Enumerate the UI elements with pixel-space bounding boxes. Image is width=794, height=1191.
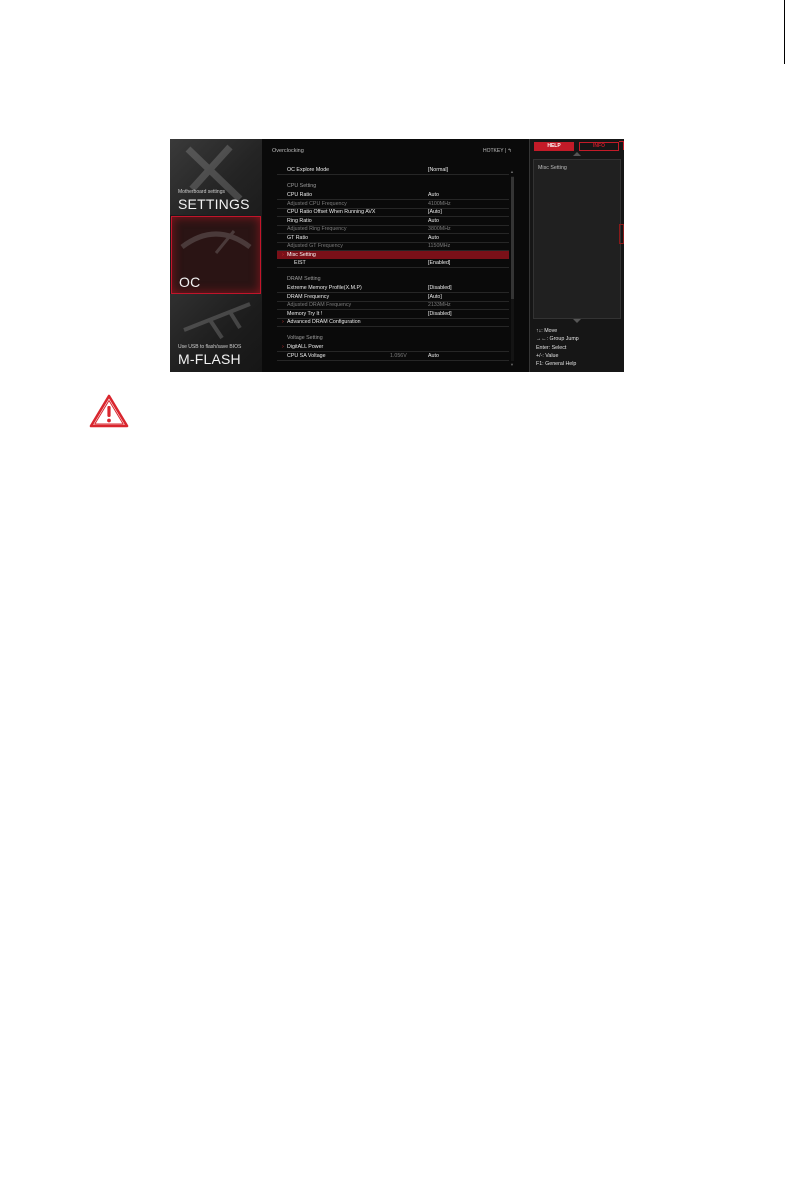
tab-help[interactable]: HELP xyxy=(534,142,574,151)
help-scroll-up-icon[interactable] xyxy=(573,152,581,156)
help-scroll-down-icon[interactable] xyxy=(573,319,581,323)
key-legend-item: Enter: Select xyxy=(536,344,567,351)
row-label: Extreme Memory Profile(X.M.P) xyxy=(287,285,362,291)
nav-settings-subtitle: Motherboard settings xyxy=(178,189,225,195)
help-panel xyxy=(529,139,624,372)
bios-screenshot xyxy=(170,139,624,372)
section-label: CPU Setting xyxy=(287,183,317,189)
nav-mflash[interactable] xyxy=(170,294,262,372)
key-legend-item: →←: Group Jump xyxy=(536,336,579,343)
row-value: 1150MHz xyxy=(428,243,451,249)
help-description: Misc Setting xyxy=(538,165,567,171)
row-current-value: 1.056V xyxy=(390,352,407,359)
row-value: 2133MHz xyxy=(428,302,451,308)
row-label: GT Ratio xyxy=(287,234,309,241)
section-cpu-setting xyxy=(277,182,509,190)
row-value: [Auto] xyxy=(428,209,442,215)
settings-panel xyxy=(262,139,529,372)
nav-oc[interactable] xyxy=(171,216,261,294)
section-label: DRAM Setting xyxy=(287,276,321,282)
row-label: Adjusted GT Frequency xyxy=(287,243,343,249)
help-description-box xyxy=(533,159,621,319)
key-legend-item: F1: General Help xyxy=(536,361,577,368)
triangle-up-icon[interactable]: ▲ xyxy=(510,169,514,174)
submenu-arrow-icon: › xyxy=(282,251,284,258)
key-legend-item: ↑↓: Move xyxy=(536,328,558,334)
row-label: EIST xyxy=(294,260,306,266)
row-label: Ring Ratio xyxy=(287,217,312,224)
row-oc-explore-mode[interactable] xyxy=(277,166,509,175)
hotkey-indicator[interactable]: HOTKEY | ↰ xyxy=(483,148,512,154)
row-label: Advanced DRAM Configuration xyxy=(287,319,361,325)
row-label: DigitALL Power xyxy=(287,344,324,350)
breadcrumb: Overclocking xyxy=(272,148,304,154)
row-label: Adjusted CPU Frequency xyxy=(287,200,347,207)
bios-nav xyxy=(170,139,262,372)
nav-mflash-subtitle: Use USB to flash/save BIOS xyxy=(178,344,242,350)
row-label: CPU SA Voltage xyxy=(287,352,326,359)
panel-corner-mark xyxy=(619,141,624,150)
row-value: [Disabled] xyxy=(428,285,452,291)
row-value: [Disabled] xyxy=(428,310,452,317)
row-cpu-sa-voltage[interactable] xyxy=(277,352,509,361)
row-value: Auto xyxy=(428,234,439,241)
warning-triangle-icon xyxy=(89,394,129,428)
section-label: Voltage Setting xyxy=(287,335,323,341)
row-advanced-dram-configuration[interactable] xyxy=(277,318,509,327)
row-label: CPU Ratio Offset When Running AVX xyxy=(287,209,376,215)
row-label: OC Explore Mode xyxy=(287,167,330,173)
nav-settings-title: SETTINGS xyxy=(178,196,250,212)
section-voltage-setting xyxy=(277,334,509,342)
submenu-arrow-icon: › xyxy=(282,319,284,325)
row-value: 4100MHz xyxy=(428,200,451,207)
row-eist[interactable] xyxy=(277,259,509,268)
nav-oc-title: OC xyxy=(179,274,201,290)
key-legend-item: +/-: Value xyxy=(536,352,559,359)
row-value: 3800MHz xyxy=(428,226,451,232)
row-value: [Auto] xyxy=(428,293,442,300)
section-dram-setting xyxy=(277,275,509,283)
tab-info[interactable]: INFO xyxy=(579,142,619,151)
triangle-down-icon[interactable]: ▼ xyxy=(510,362,514,367)
row-value: Auto xyxy=(428,217,439,224)
row-label: Misc Setting xyxy=(287,251,316,258)
row-label: Adjusted Ring Frequency xyxy=(287,226,347,232)
key-legend xyxy=(536,327,579,368)
row-value: [Normal] xyxy=(428,167,449,173)
submenu-arrow-icon: › xyxy=(282,344,284,350)
row-label: CPU Ratio xyxy=(287,192,313,198)
scrollbar-thumb[interactable] xyxy=(511,177,514,299)
row-label: Adjusted DRAM Frequency xyxy=(287,302,352,308)
page-edge-line xyxy=(784,0,785,64)
nav-mflash-title: M-FLASH xyxy=(178,351,241,367)
nav-settings[interactable] xyxy=(170,139,262,215)
row-label: DRAM Frequency xyxy=(287,293,330,300)
side-tab-handle[interactable] xyxy=(619,224,624,244)
row-value: [Enabled] xyxy=(428,260,451,266)
row-misc-setting[interactable] xyxy=(277,251,509,259)
row-label: Memory Try It ! xyxy=(287,310,323,317)
row-value: Auto xyxy=(428,352,439,359)
row-value: Auto xyxy=(428,192,439,198)
